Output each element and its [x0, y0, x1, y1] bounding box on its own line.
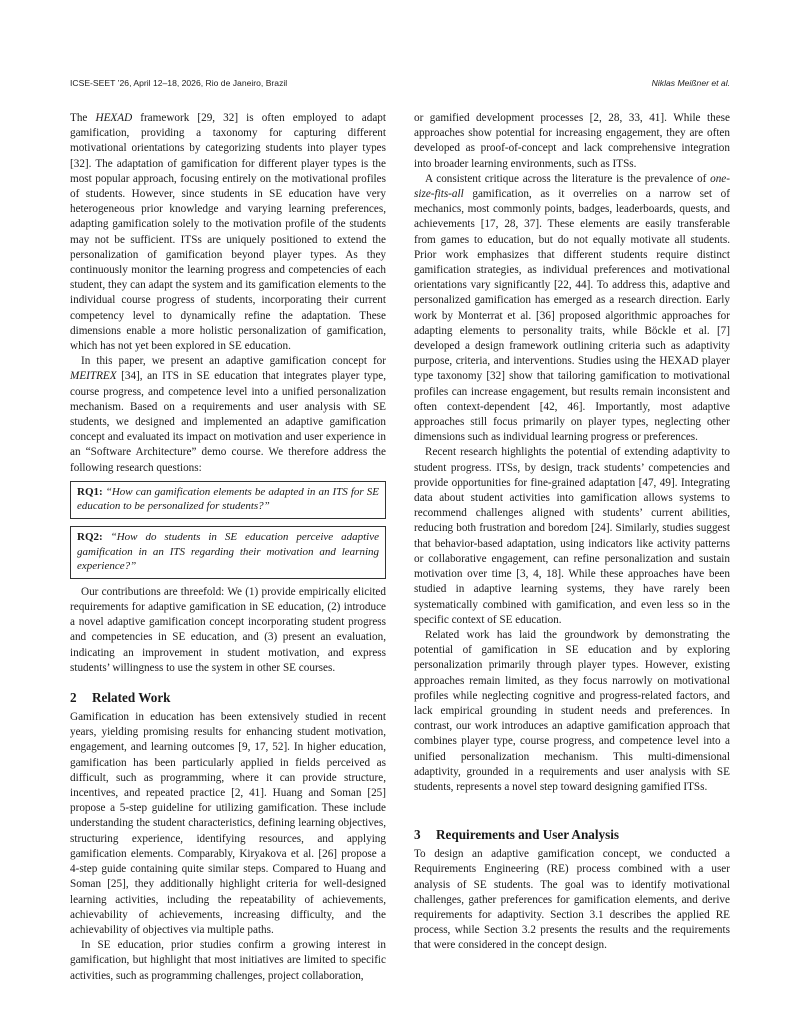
right-column: [414, 111, 730, 954]
paragraph: or gamified development processes [2, 28, 33, 41]. While these approaches show potential for increasing engagement, they are often developed as proof-of-concept and lack comprehensive integration into broader learning environments, such as ITSs.: [414, 112, 730, 170]
paragraph: In SE education, prior studies confirm a growing interest in gamification, but highlight that most initiatives are limited to specific activities, such as programming challenges, project collaboration,: [70, 939, 386, 982]
research-question-box-1: [70, 481, 386, 519]
header-authors: Niklas Meißner et al.: [651, 78, 730, 88]
running-header: [70, 78, 730, 92]
header-venue: ICSE-SEET ’26, April 12–18, 2026, Rio de Janeiro, Brazil: [70, 78, 288, 88]
paragraph: The HEXAD framework [29, 32] is often employed to adapt gamification, providing a taxonomy for capturing different motivational orientations by categorizing students into player types [32]. The adaptation of gamification for different player types is the most popular approach, focusing entirely on the motivational profiles of students. However, since students in SE education have very heterogeneous prior knowledge and varying learning preferences, adapting gamification solely to the motivation profile of the students may not be sufficient. ITSs are uniquely positioned to extend the personalization of gamification beyond player types. As they continuously monitor the learning progress and competencies of each student, they can adapt the system and its gamification elements to the individual course progress of students, incorporating their current competency level to dynamically refine the adaptation. These dimensions enable a more holistic personalization of gamification, which has not yet been explored in SE education.: [70, 112, 386, 353]
rq-label: RQ2:: [77, 531, 103, 544]
left-column: [70, 111, 386, 984]
research-question-box-2: [70, 526, 386, 579]
rq-text: “How can gamification elements be adapted in an ITS for SE education to be personalized for students?”: [77, 485, 379, 513]
section-heading-requirements: 3 Requirements and User Analysis: [414, 827, 620, 843]
rq-label: RQ1:: [77, 485, 103, 498]
rq-text: “How do students in SE education perceive adaptive gamification in an ITS regarding their motivation and learning experience?”: [77, 531, 379, 573]
paragraph: Related work has laid the groundwork by demonstrating the potential of gamification in SE education and by exploring personalization primarily through player types. However, existing approaches remain limited, as they focus narrowly on motivational profiles while neglecting cognitive and progress-related factors, and lack empirical grounding in student needs and preferences. In contrast, our work introduces an adaptive gamification approach that combines player type, course progress, and competence level into a unified personalization mechanism. This multi-dimensional adaptivity, grounded in a requirements and user analysis with SE students, represents a novel step toward designing gamified ITSs.: [414, 628, 730, 793]
section-heading-related-work: 2 Related Work: [70, 690, 171, 706]
paragraph: Recent research highlights the potential of extending adaptivity to student progress. ITSs, by design, track students’ competencies and provide opportunities for fine-grained adaptation [47, 49]. Integrating data about student activities into gamification allows systems to recommend challenges aligned with students’ current abilities, reducing both frustration and boredom [24]. Similarly, studies suggest that behavior-based adaptation, using indicators like activity patterns or collaborative engagement, can refine personalization and sustain motivation over time [3, 4, 18]. While these approaches have been studied in adaptive learning systems, they have rarely been systematically combined with gamification, and even less so in the specific context of SE education.: [414, 446, 730, 626]
paragraph: In this paper, we present an adaptive gamification concept for MEITREX [34], an ITS in SE education that integrates player type, course progress, and competence level into a unified personalization mechanism. Based on a requirements and user analysis with SE students, we designed and implemented an adaptive gamification concept and evaluated its impact on motivation and user experience in an “Software Architecture” demo course. We therefore address the following research questions:: [70, 355, 386, 474]
paragraph: To design an adaptive gamification concept, we conducted a Requirements Engineering (RE) process combined with a user analysis of SE students. The goal was to identify motivational challenges, gather preferences for gamification elements, and derive requirements for adaptivity. Section 3.1 describes the applied RE process, while Section 3.2 presents the results and the requirements that were considered in the concept design.: [414, 848, 730, 952]
paragraph: Gamification in education has been extensively studied in recent years, yielding promising results for enhancing student motivation, engagement, and learning outcomes [9, 17, 52]. In higher education, gamification has been particularly applied in fields perceived as difficult, such as programming, where it can provide structure, incentives, and repeated practice [2, 41]. Huang and Soman [25] propose a 5-step guideline for utilizing gamification. These include understanding the student characteristics, defining learning objectives, structuring experience, identifying resources, and applying gamification elements. Comparably, Kiryakova et al. [26] propose a 4-step guide containing quite similar steps. Compared to Huang and Soman [25], they additionally highlight criteria for well-designed learning activities, including the repeatability of achievements, achievability of achievements, increasing difficulty, and the achievability of objectives via multiple paths.: [70, 711, 386, 936]
paragraph: A consistent critique across the literature is the prevalence of one-size-fits-all gamification, as it overrelies on a narrow set of mechanics, most commonly points, badges, leaderboards, quests, and achievements [17, 28, 37]. These elements are easily transferable from games to education, but do not equally motivate all students. Prior work emphasizes that different students require distinct gamification strategies, as individual preferences and motivational orientations vary significantly [22, 44]. To address this, adaptive and personalized gamification has emerged as a research direction. Early work by Monterrat et al. [36] proposed algorithmic approaches for adapting elements to personality traits, while Böckle et al. [7] developed a design framework outlining criteria such as adaptivity purpose, criteria, and interventions. Studies using the HEXAD player type taxonomy [32] show that tailoring gamification to motivational profiles can increase engagement, but results remain inconsistent and often context-dependent [42, 46]. Importantly, most adaptive approaches still focus primarily on player types, neglecting other dimensions such as individual learning progress or preferences.: [414, 172, 730, 444]
paragraph: Our contributions are threefold: We (1) provide empirically elicited requirements for adaptive gamification in SE education, (2) introduce a novel adaptive gamification concept incorporating student progress and competencies in SE education, and (3) present an evaluation, indicating an improvement in student motivation, and express students’ willingness to use the system in other SE courses.: [70, 585, 386, 674]
